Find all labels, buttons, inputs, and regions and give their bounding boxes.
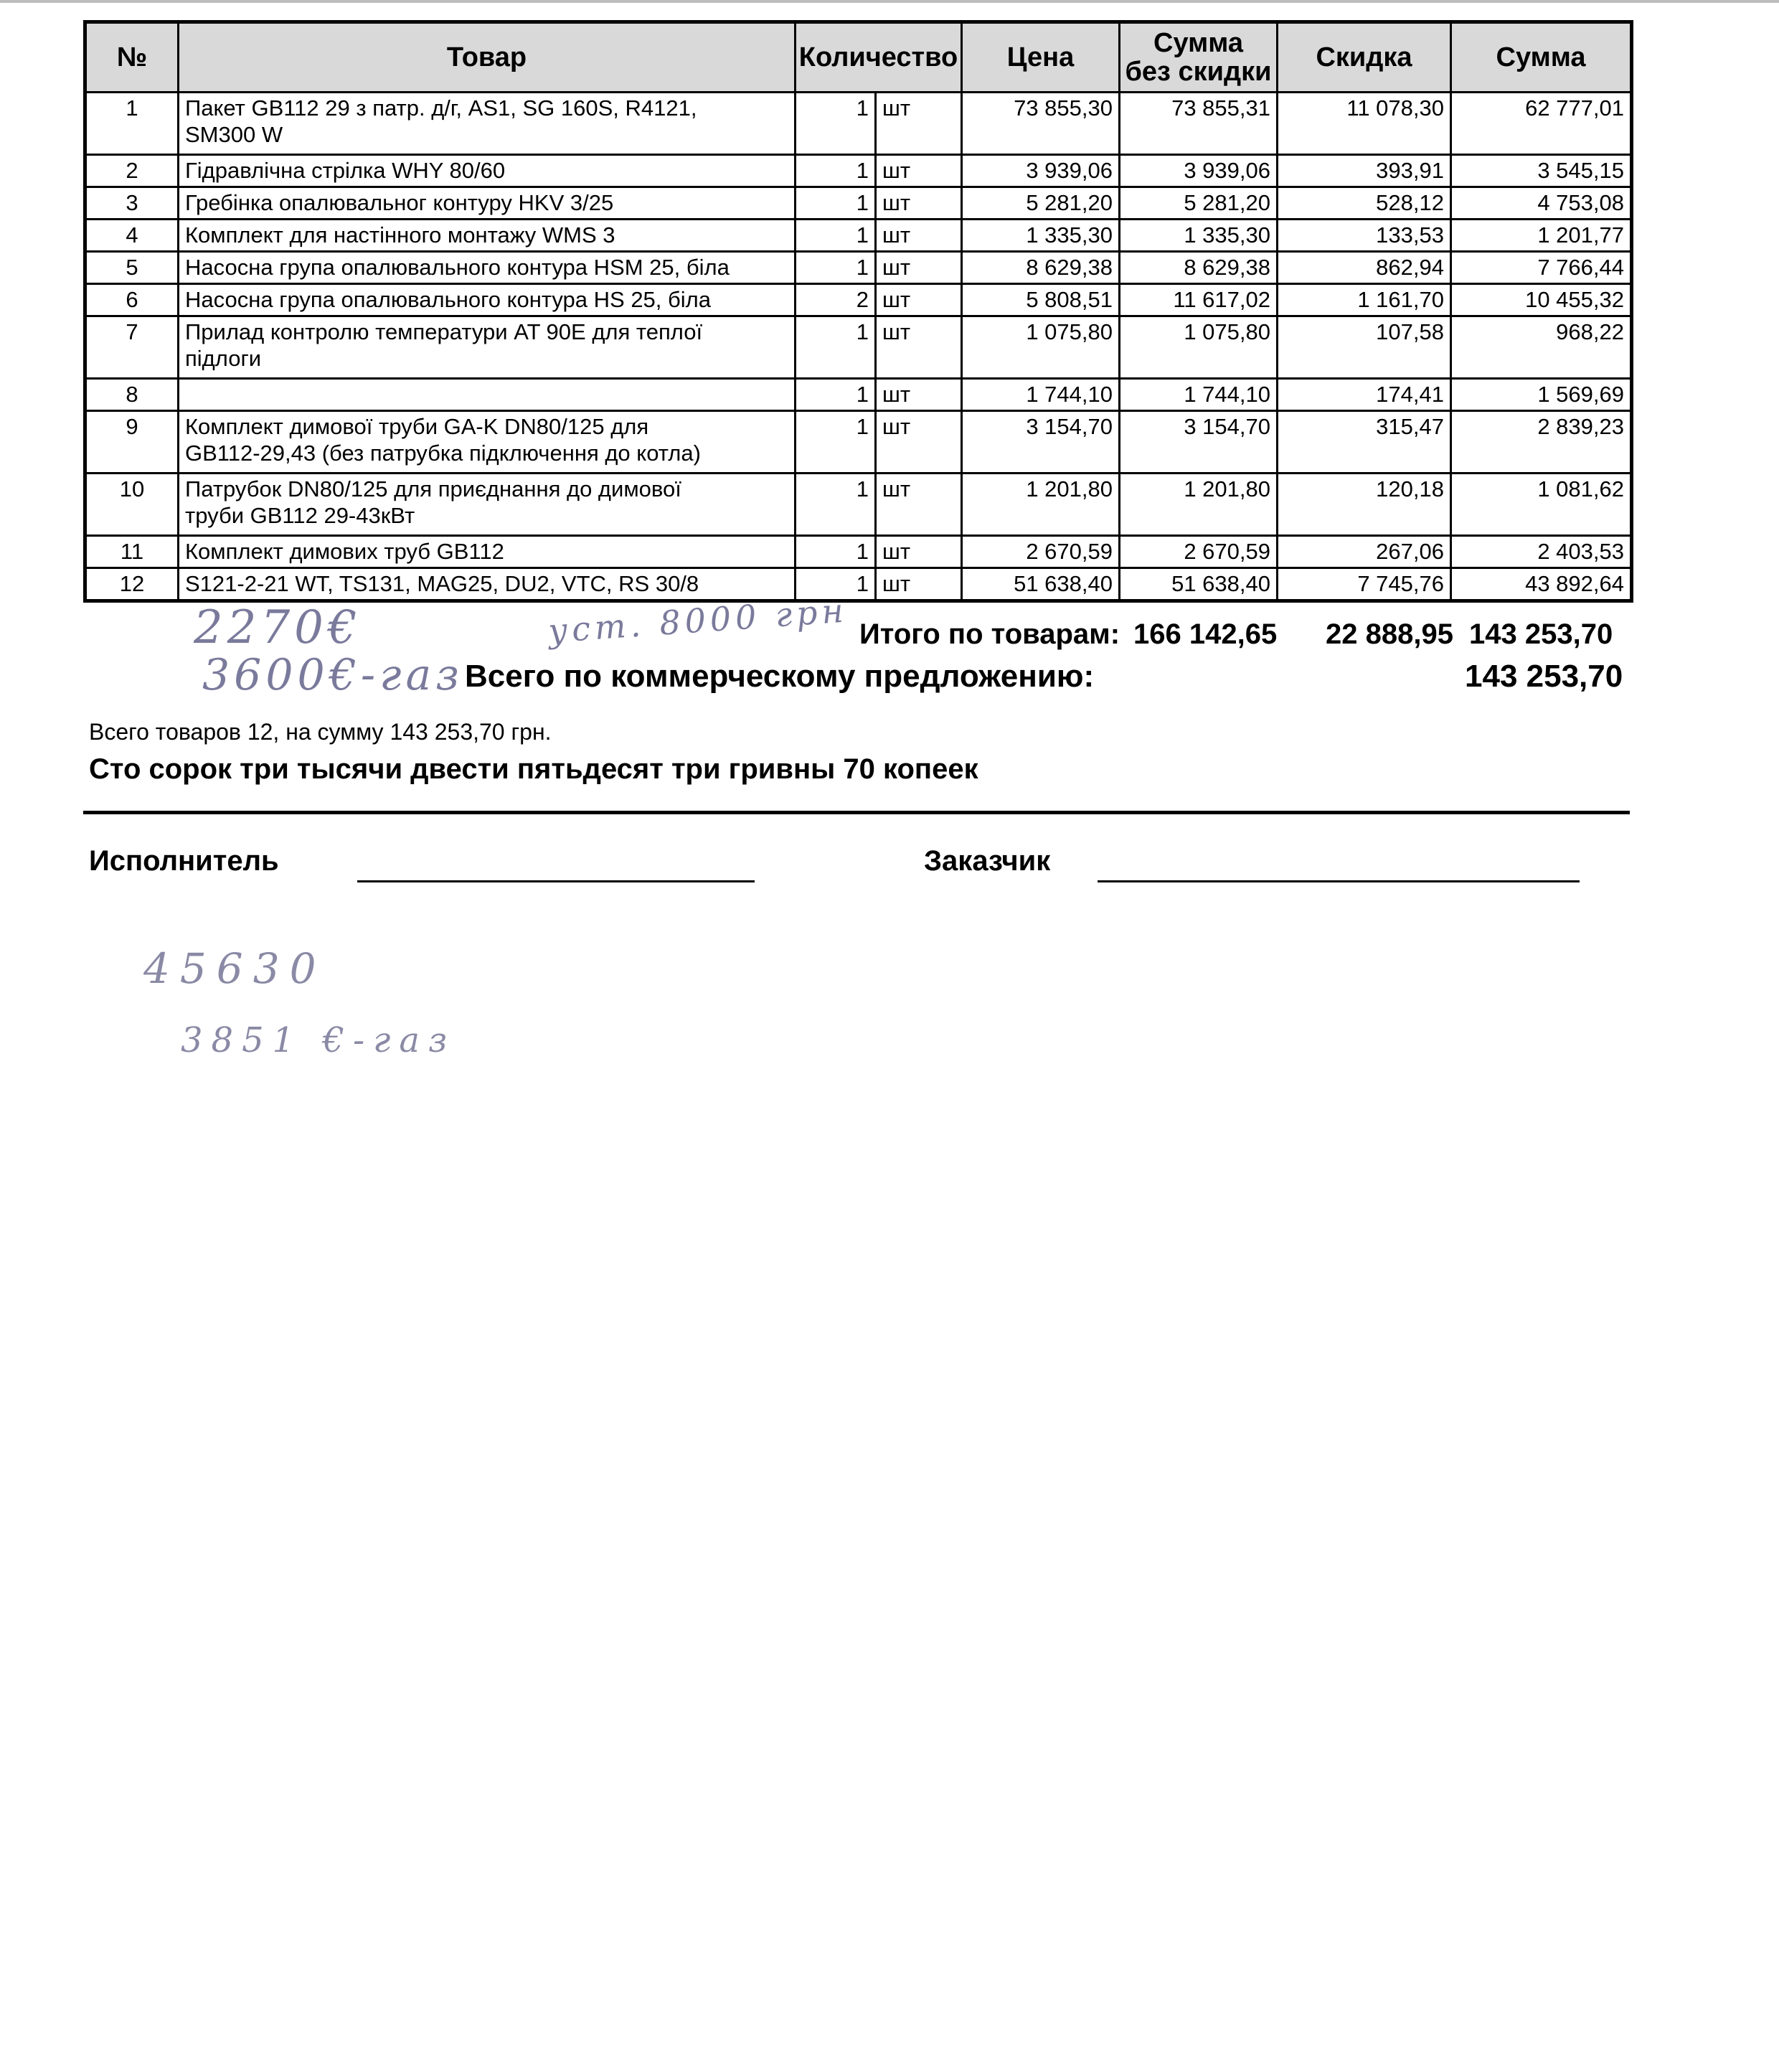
cell-qty: 1: [796, 220, 876, 252]
cell-price: 1 075,80: [962, 316, 1120, 379]
cell-num: 12: [85, 568, 179, 601]
grand-total-label: Всего по коммерческому предложению:: [465, 659, 1095, 694]
cell-num: 11: [85, 536, 179, 568]
handwritten-note-1: 2270€: [194, 601, 362, 654]
cell-unit: шт: [876, 411, 962, 474]
cell-discount: 174,41: [1278, 379, 1451, 411]
cell-unit: шт: [876, 568, 962, 601]
cell-sum-no-discount: 51 638,40: [1120, 568, 1278, 601]
cell-num: 4: [85, 220, 179, 252]
cell-sum-no-discount: 1 335,30: [1120, 220, 1278, 252]
table-header-row: [85, 22, 1632, 93]
cell-num: 2: [85, 155, 179, 187]
table-row: [85, 93, 1632, 155]
cell-num: 9: [85, 411, 179, 474]
cell-name: [179, 93, 796, 155]
cell-qty: 1: [796, 474, 876, 536]
cell-num: 8: [85, 379, 179, 411]
cell-name: Комплект для настінного монтажу WMS 3: [179, 220, 796, 252]
cell-discount: 862,94: [1278, 252, 1451, 284]
cell-discount: 315,47: [1278, 411, 1451, 474]
cell-discount: 107,58: [1278, 316, 1451, 379]
cell-sum: 2 839,23: [1451, 411, 1632, 474]
totals-label: Итого по товарам:: [859, 618, 1120, 650]
cell-sum-no-discount: 8 629,38: [1120, 252, 1278, 284]
totals-sum: 143 253,70: [1469, 618, 1613, 650]
cell-num: 5: [85, 252, 179, 284]
cell-price: 73 855,30: [962, 93, 1120, 155]
cell-qty: 1: [796, 379, 876, 411]
cell-name: S121-2-21 WT, TS131, MAG25, DU2, VTC, RS 30/8: [179, 568, 796, 601]
cell-qty: 2: [796, 284, 876, 316]
cell-sum: 968,22: [1451, 316, 1632, 379]
cell-sum: 1 081,62: [1451, 474, 1632, 536]
cell-qty: 1: [796, 252, 876, 284]
header-discount: Скидка: [1278, 22, 1451, 93]
executor-label: Исполнитель: [89, 845, 279, 877]
cell-unit: шт: [876, 284, 962, 316]
cell-name: Гідравлічна стрілка WHY 80/60: [179, 155, 796, 187]
cell-unit: шт: [876, 379, 962, 411]
table-row: [85, 536, 1632, 568]
cell-price: 1 201,80: [962, 474, 1120, 536]
header-num: №: [85, 22, 179, 93]
cell-qty: 1: [796, 187, 876, 220]
cell-num: 6: [85, 284, 179, 316]
cell-unit: шт: [876, 536, 962, 568]
table-row: [85, 379, 1632, 411]
cell-price: 5 808,51: [962, 284, 1120, 316]
table-row: [85, 187, 1632, 220]
cell-sum-no-discount: 3 939,06: [1120, 155, 1278, 187]
cell-unit: шт: [876, 474, 962, 536]
cell-sum-no-discount: 1 201,80: [1120, 474, 1278, 536]
cell-price: 1 744,10: [962, 379, 1120, 411]
cell-sum: 62 777,01: [1451, 93, 1632, 155]
cell-sum-no-discount: 11 617,02: [1120, 284, 1278, 316]
cell-unit: шт: [876, 252, 962, 284]
separator-line: [83, 811, 1630, 814]
items-table: [83, 20, 1633, 603]
cell-num: 1: [85, 93, 179, 155]
header-sum-no-discount-line2: без скидки: [1125, 57, 1272, 87]
cell-price: 2 670,59: [962, 536, 1120, 568]
cell-discount: 528,12: [1278, 187, 1451, 220]
cell-name-line2: GB112-29,43 (без патрубка підключення до котла): [185, 441, 701, 466]
header-name: Товар: [179, 22, 796, 93]
header-sum-no-discount-line1: Сумма: [1153, 28, 1243, 58]
executor-signature-line: [357, 880, 755, 882]
table-row: [85, 474, 1632, 536]
cell-name: [179, 379, 796, 411]
summary-line: Всего товаров 12, на сумму 143 253,70 грн.: [89, 719, 552, 745]
totals-discount: 22 888,95: [1326, 618, 1453, 650]
cell-sum: 43 892,64: [1451, 568, 1632, 601]
cell-discount: 7 745,76: [1278, 568, 1451, 601]
cell-qty: 1: [796, 93, 876, 155]
table-row: [85, 220, 1632, 252]
table-row: [85, 568, 1632, 601]
cell-qty: 1: [796, 536, 876, 568]
cell-name: [179, 474, 796, 536]
cell-unit: шт: [876, 187, 962, 220]
cell-qty: 1: [796, 155, 876, 187]
cell-discount: 1 161,70: [1278, 284, 1451, 316]
cell-price: 51 638,40: [962, 568, 1120, 601]
cell-num: 7: [85, 316, 179, 379]
cell-sum-no-discount: 2 670,59: [1120, 536, 1278, 568]
cell-num: 3: [85, 187, 179, 220]
handwritten-note-4: 45630: [143, 944, 326, 993]
cell-unit: шт: [876, 93, 962, 155]
cell-sum-no-discount: 1 075,80: [1120, 316, 1278, 379]
cell-name-line1: Пакет GB112 29 з патр. д/г, AS1, SG 160S, R4121,: [185, 95, 697, 121]
amount-in-words: Сто сорок три тысячи двести пятьдесят три гривны 70 копеек: [89, 753, 978, 785]
cell-sum-no-discount: 73 855,31: [1120, 93, 1278, 155]
header-qty: Количество: [796, 22, 962, 93]
cell-discount: 267,06: [1278, 536, 1451, 568]
grand-total-value: 143 253,70: [1465, 659, 1623, 694]
header-sum-no-discount: [1120, 22, 1278, 93]
page-top-edge: [0, 0, 1779, 3]
cell-price: 1 335,30: [962, 220, 1120, 252]
table-row: [85, 284, 1632, 316]
cell-sum: 3 545,15: [1451, 155, 1632, 187]
cell-discount: 120,18: [1278, 474, 1451, 536]
cell-discount: 133,53: [1278, 220, 1451, 252]
handwritten-note-3: уст. 8000 грн: [547, 590, 849, 651]
cell-price: 3 939,06: [962, 155, 1120, 187]
cell-name: Комплект димових труб GB112: [179, 536, 796, 568]
cell-name: [179, 411, 796, 474]
customer-signature-line: [1098, 880, 1580, 882]
cell-sum: 1 201,77: [1451, 220, 1632, 252]
cell-unit: шт: [876, 316, 962, 379]
cell-price: 8 629,38: [962, 252, 1120, 284]
table-row: [85, 316, 1632, 379]
cell-unit: шт: [876, 155, 962, 187]
cell-price: 3 154,70: [962, 411, 1120, 474]
cell-sum-no-discount: 3 154,70: [1120, 411, 1278, 474]
cell-unit: шт: [876, 220, 962, 252]
cell-discount: 11 078,30: [1278, 93, 1451, 155]
table-row: [85, 155, 1632, 187]
cell-price: 5 281,20: [962, 187, 1120, 220]
cell-sum: 1 569,69: [1451, 379, 1632, 411]
cell-num: 10: [85, 474, 179, 536]
handwritten-note-2: 3600€-газ: [202, 650, 463, 700]
cell-name: Насосна група опалювального контура HSM 25, біла: [179, 252, 796, 284]
cell-name: [179, 316, 796, 379]
totals-sum-no-discount: 166 142,65: [1133, 618, 1278, 650]
cell-name-line1: Патрубок DN80/125 для приєднання до димової: [185, 476, 681, 501]
cell-name-line2: SM300 W: [185, 122, 283, 147]
cell-name-line2: труби GB112 29-43кВт: [185, 503, 415, 528]
cell-name-line1: Комплект димової труби GA-K DN80/125 для: [185, 414, 649, 439]
header-sum: Сумма: [1451, 22, 1632, 93]
cell-sum-no-discount: 1 744,10: [1120, 379, 1278, 411]
cell-sum: 10 455,32: [1451, 284, 1632, 316]
cell-name-line1: Прилад контролю температури AT 90E для теплої: [185, 319, 703, 344]
header-price: Цена: [962, 22, 1120, 93]
cell-qty: 1: [796, 316, 876, 379]
cell-name: Насосна група опалювального контура HS 25, біла: [179, 284, 796, 316]
cell-sum-no-discount: 5 281,20: [1120, 187, 1278, 220]
cell-discount: 393,91: [1278, 155, 1451, 187]
cell-sum: 2 403,53: [1451, 536, 1632, 568]
table-row: [85, 252, 1632, 284]
cell-name-line2: підлоги: [185, 346, 262, 371]
cell-sum: 7 766,44: [1451, 252, 1632, 284]
handwritten-note-5: 3851 €-газ: [181, 1020, 456, 1060]
cell-qty: 1: [796, 411, 876, 474]
cell-qty: 1: [796, 568, 876, 601]
customer-label: Заказчик: [924, 845, 1051, 877]
cell-sum: 4 753,08: [1451, 187, 1632, 220]
table-row: [85, 411, 1632, 474]
cell-name: Гребінка опалювальног контуру HKV 3/25: [179, 187, 796, 220]
